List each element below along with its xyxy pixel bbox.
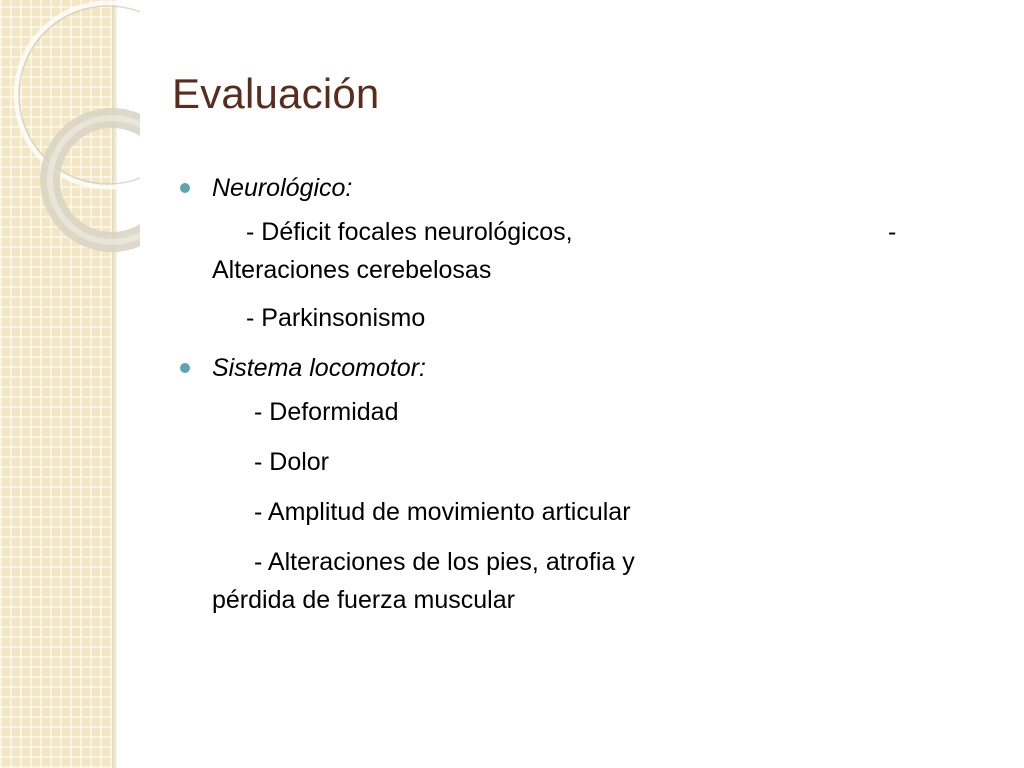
list-item xyxy=(212,298,912,348)
list-item-text: - Alteraciones de los pies, atrofia y xyxy=(254,548,635,576)
list-item-continuation: pérdida de fuerza muscular xyxy=(212,586,515,614)
list-item xyxy=(212,542,912,628)
bullet-heading: Neurológico: xyxy=(212,174,353,202)
bullet-sistema-locomotor xyxy=(212,348,912,392)
bullet-dot-icon xyxy=(180,183,190,193)
list-item xyxy=(212,442,912,492)
decorative-rings-icon xyxy=(0,0,140,260)
list-item xyxy=(212,492,912,542)
bullet-dot-icon xyxy=(180,363,190,373)
list-item-text: - Deformidad xyxy=(254,398,399,426)
list-item xyxy=(212,392,912,442)
list-item-dash: - xyxy=(888,218,897,246)
slide-title: Evaluación xyxy=(172,70,380,117)
list-item-text: - Amplitud de movimiento articular xyxy=(254,498,631,526)
bullet-neurologico xyxy=(212,168,912,212)
list-item xyxy=(212,212,912,298)
slide-content xyxy=(212,168,912,628)
list-item-text: - Dolor xyxy=(254,448,330,476)
list-item-text: - Parkinsonismo xyxy=(246,304,426,332)
bullet-heading: Sistema locomotor: xyxy=(212,354,426,382)
list-item-continuation: Alteraciones cerebelosas xyxy=(212,256,492,284)
list-item-text: - Déficit focales neurológicos, xyxy=(246,218,573,246)
